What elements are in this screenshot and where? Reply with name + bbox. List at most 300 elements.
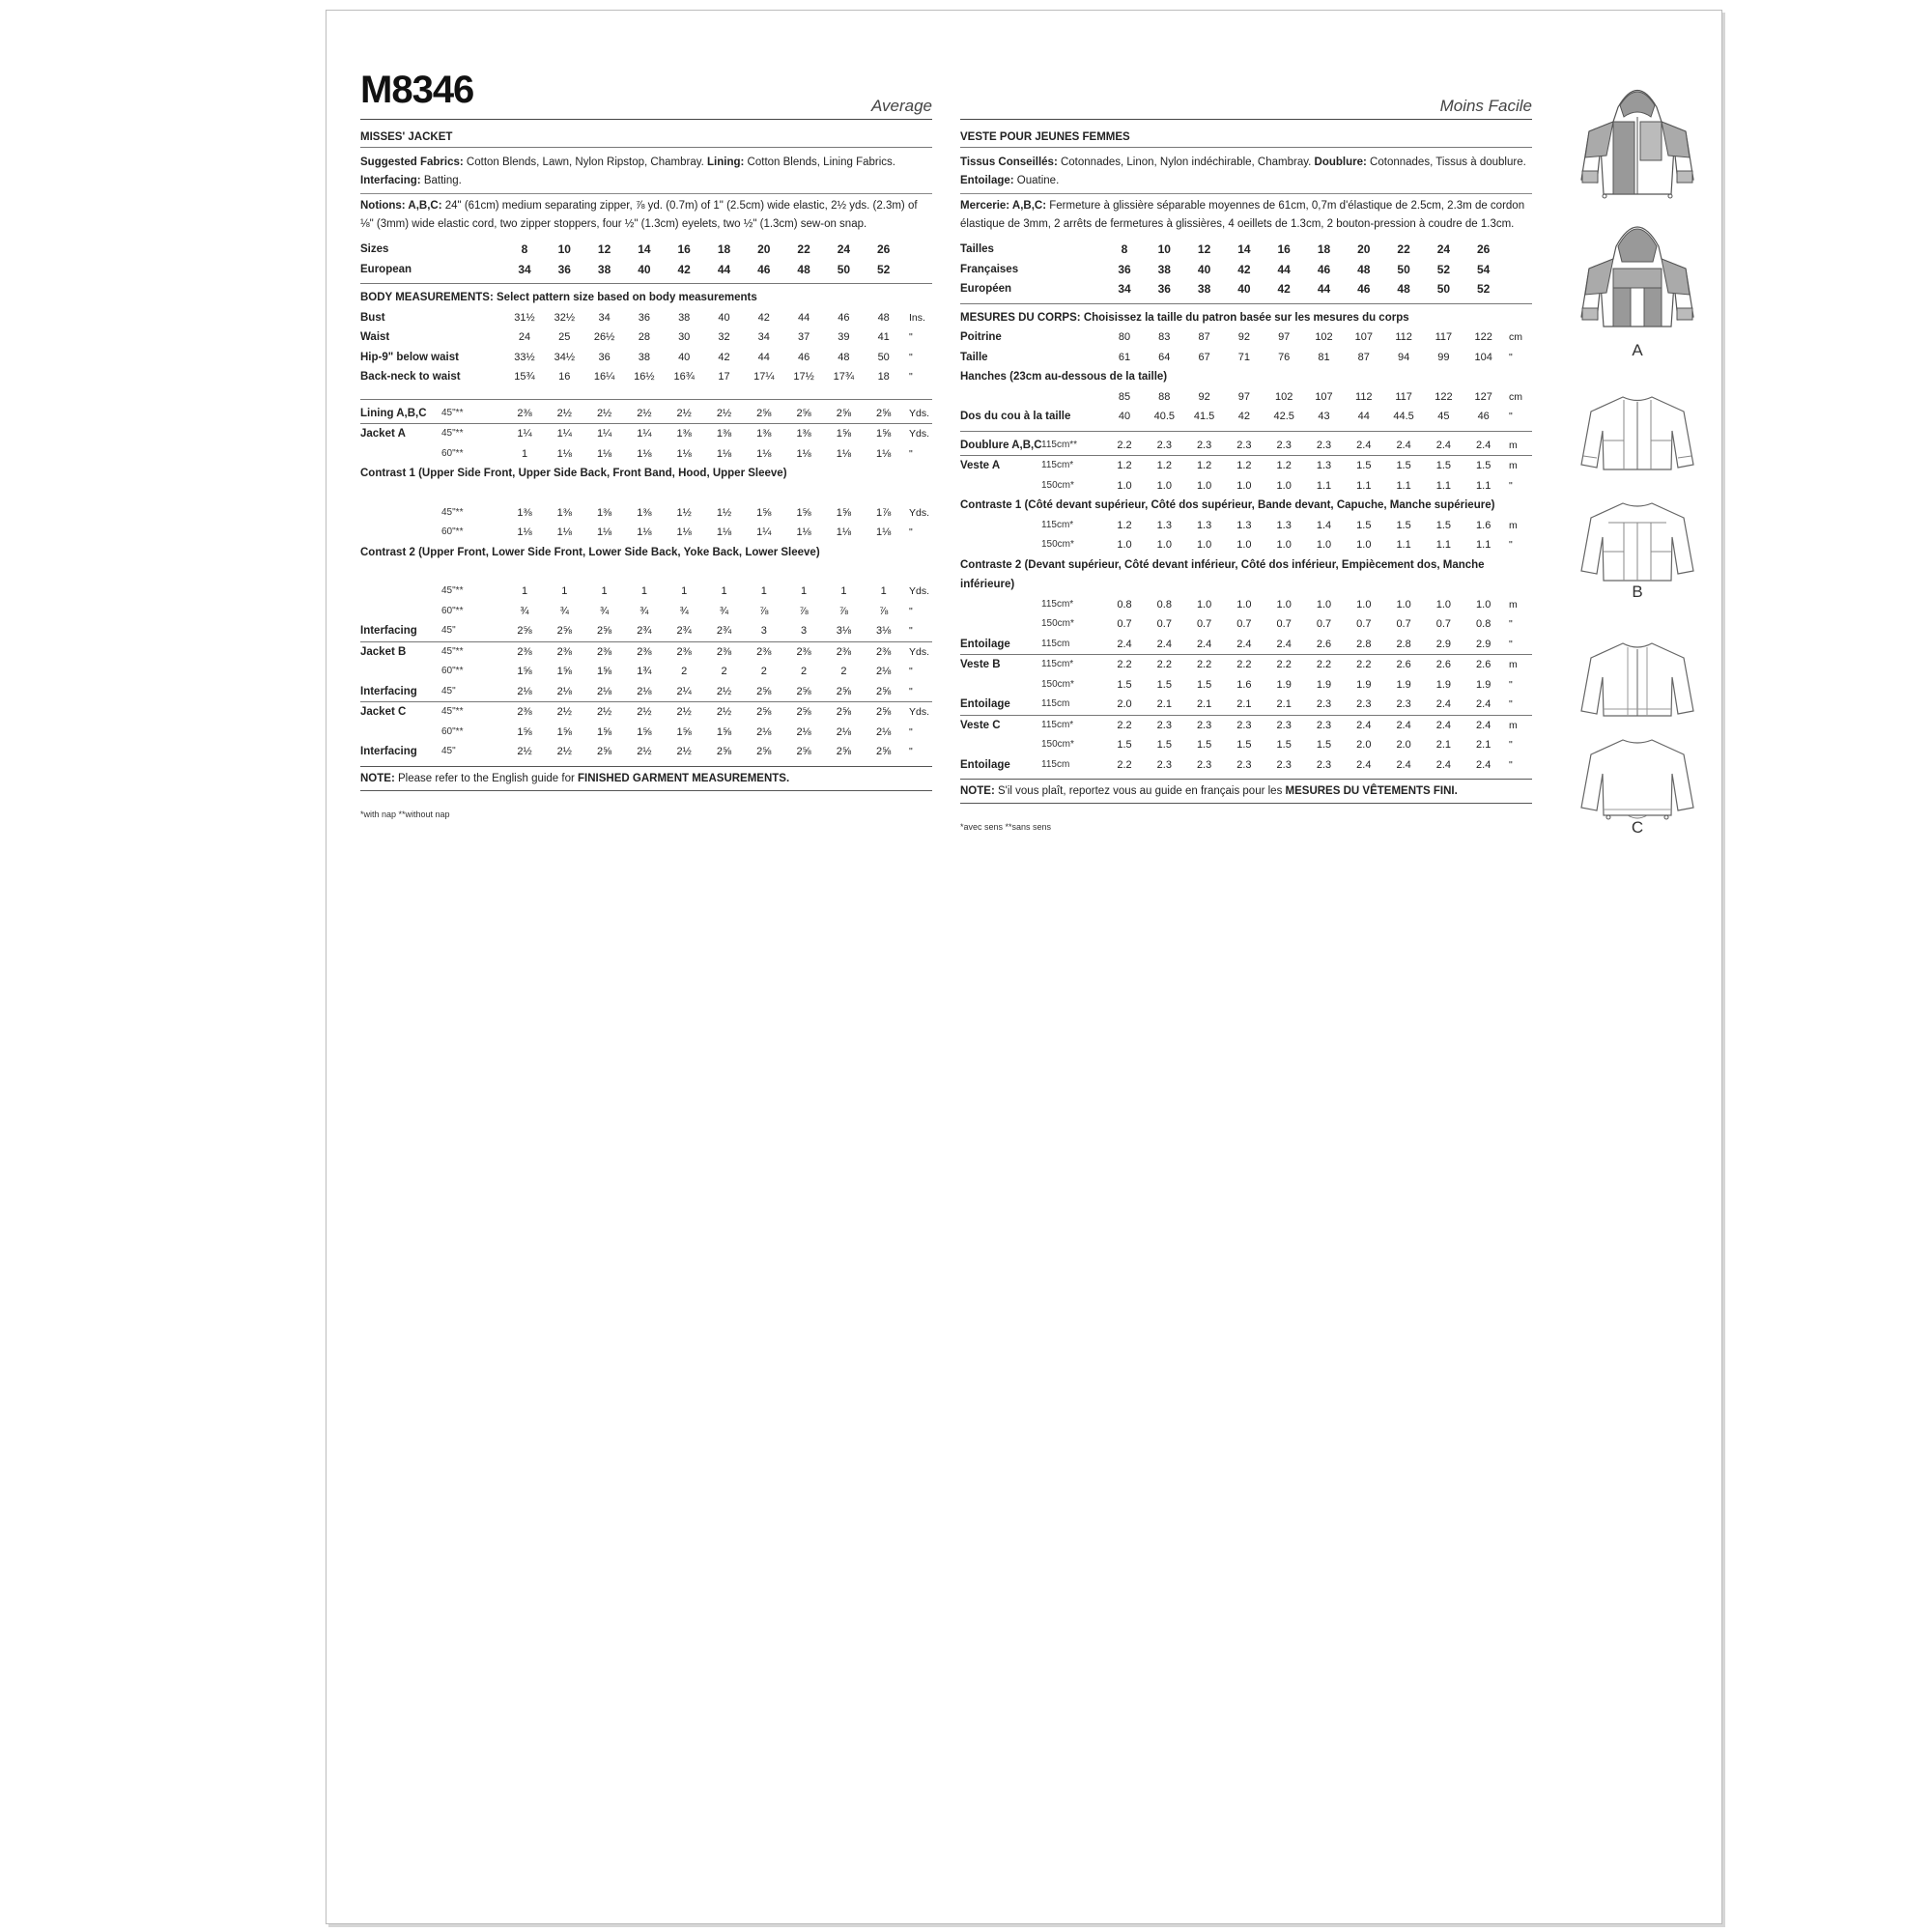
size-cell: 1⅛ [676, 526, 692, 538]
jacket-a-front-icon [1570, 78, 1705, 204]
contrast-1-label-fr: Contraste 1 (Côté devant supérieur, Côté dos supérieur, Bande devant, Capuche, Manche supérieure) [960, 499, 1495, 511]
size-cell: 2.4 [1476, 758, 1492, 771]
size-cell: 1⅝ [517, 666, 532, 677]
size-cell: 2.3 [1276, 758, 1292, 771]
unit: Yds. [909, 428, 930, 440]
size-cell: 26½ [593, 331, 615, 343]
size-cell: 1 [801, 585, 808, 597]
size-cell: 1.3 [1316, 460, 1332, 471]
size-cell: 17¼ [753, 371, 775, 383]
size-cell: 102 [1315, 331, 1333, 343]
size-cell: 1.6 [1236, 678, 1252, 691]
size-cell: ⅞ [838, 605, 848, 617]
size-cell: 2⅛ [876, 725, 892, 738]
note-emphasis: FINISHED GARMENT MEASUREMENTS. [578, 772, 790, 784]
row-label: Jacket C [360, 706, 407, 718]
row-label: Sizes [360, 243, 389, 255]
unit: Yds. [909, 407, 930, 419]
size-cell: 2.3 [1236, 719, 1252, 731]
size-cell: 41 [877, 331, 890, 343]
unit: " [1509, 618, 1513, 630]
size-cell: 41.5 [1193, 411, 1215, 422]
size-cell: 42 [1277, 282, 1291, 296]
size-cell: 42 [1237, 411, 1251, 422]
fabrics-label: Tissus Conseillés: [960, 156, 1058, 168]
contrast-2-150-row [960, 614, 1532, 635]
size-cell: 40 [1237, 282, 1251, 296]
fabrics-text: Cotton Blends, Lawn, Nylon Ripstop, Chambray. [466, 156, 704, 168]
fabric-width: 60"** [441, 447, 464, 459]
unit: " [1509, 678, 1513, 691]
veste-b-150-row [960, 675, 1532, 696]
size-cell: 37 [797, 331, 810, 343]
size-cell: 2.0 [1117, 698, 1132, 710]
sizes-row [360, 240, 932, 260]
size-cell: 2⅝ [836, 706, 852, 718]
footnote-fr: *avec sens **sans sens [960, 822, 1052, 832]
size-cell: 24 [518, 331, 531, 343]
size-cell: 1.9 [1476, 678, 1492, 691]
size-cell: 104 [1474, 351, 1492, 363]
size-cell: 92 [1237, 331, 1251, 343]
unit: " [1509, 479, 1513, 492]
unit: " [909, 371, 913, 383]
size-cell: ⅞ [879, 605, 889, 617]
notions-paragraph-fr [960, 197, 1532, 237]
size-cell: 99 [1437, 351, 1450, 363]
size-cell: 15¾ [514, 371, 535, 383]
interfacing-text: Batting. [423, 175, 462, 186]
size-cell: 1⅛ [556, 447, 572, 460]
fabrics-text: Cotonnades, Linon, Nylon indéchirable, Chambray. [1060, 156, 1312, 168]
note-emphasis: MESURES DU VÊTEMENTS FINI. [1285, 785, 1458, 797]
size-cell: 34 [757, 331, 770, 343]
size-cell: 2.3 [1196, 758, 1212, 771]
row-label: Interfacing [360, 685, 417, 697]
lining-label: Lining: [707, 156, 745, 168]
unit: " [1509, 351, 1513, 363]
size-cell: 1.5 [1396, 460, 1411, 471]
size-cell: 112 [1395, 331, 1412, 343]
row-label: Tailles [960, 243, 994, 255]
size-cell: 1.2 [1196, 460, 1212, 471]
size-cell: 1.0 [1276, 479, 1292, 492]
size-cell: 0.7 [1156, 618, 1172, 630]
size-cell: 2⅝ [596, 625, 612, 637]
row-label: Veste B [960, 659, 1001, 670]
size-cell: 1⅝ [676, 725, 692, 738]
sizes-row-fr [960, 240, 1532, 260]
size-cell: 1⅛ [637, 447, 652, 460]
size-cell: 1⅝ [876, 428, 892, 440]
contrast-2-45-row [360, 582, 932, 602]
size-cell: 1⅛ [796, 447, 811, 460]
size-cell: 1.9 [1396, 678, 1411, 691]
unit: " [909, 351, 913, 363]
fabric-width: 150cm* [1041, 618, 1074, 629]
size-cell: 1⅝ [716, 725, 732, 738]
size-cell: 50 [1436, 282, 1451, 296]
fabric-width: 115cm* [1041, 659, 1074, 669]
unit: " [909, 526, 913, 538]
fabric-width: 60"** [441, 725, 464, 737]
size-cell: 2⅝ [796, 746, 811, 757]
size-cell: 94 [1397, 351, 1410, 363]
size-cell: 46 [1477, 411, 1490, 422]
size-cell: 42 [718, 351, 730, 363]
size-cell: 46 [797, 351, 810, 363]
hip-label-fr: Hanches (23cm au-dessous de la taille) [960, 371, 1168, 383]
size-cell: 2⅝ [596, 746, 612, 757]
size-cell: 40 [718, 311, 730, 324]
pattern-sheet [326, 10, 1722, 1924]
fabric-width: 45" [441, 685, 456, 696]
size-cell: 1.2 [1276, 460, 1292, 471]
size-cell: 2⅝ [876, 706, 892, 718]
size-cell: 1.5 [1356, 519, 1372, 531]
size-cell: 2.1 [1276, 698, 1292, 710]
row-label: Waist [360, 331, 390, 343]
row-label: Interfacing [360, 746, 417, 757]
lining-text: Cotonnades, Tissus à doublure. [1370, 156, 1526, 168]
size-cell: 1⅜ [716, 428, 732, 440]
fabric-width: 60"** [441, 605, 464, 616]
size-cell: 44 [1317, 282, 1331, 296]
size-cell: 1.0 [1356, 539, 1372, 551]
size-cell: 1⅝ [556, 666, 572, 677]
size-cell: 2⅝ [796, 706, 811, 718]
size-cell: 2½ [556, 407, 572, 419]
size-cell: 2¾ [676, 625, 692, 637]
size-cell: 2.1 [1196, 698, 1212, 710]
unit: m [1509, 659, 1518, 670]
size-cell: 0.7 [1356, 618, 1372, 630]
size-cell: 2.2 [1117, 719, 1132, 731]
size-cell: 2⅜ [676, 645, 692, 658]
size-cell: 52 [1436, 262, 1451, 276]
size-cell: 1⅛ [796, 526, 811, 538]
size-cell: 2.4 [1117, 638, 1132, 650]
size-cell: 1.5 [1396, 519, 1411, 531]
veste-c-115-row [960, 715, 1532, 736]
size-cell: 52 [1477, 282, 1491, 296]
size-cell: 1⅝ [637, 725, 652, 738]
size-cell: 2⅛ [596, 685, 612, 697]
size-cell: 48 [797, 262, 810, 276]
size-cell: 1.5 [1196, 678, 1212, 691]
size-cell: 1 [840, 585, 847, 597]
size-cell: 1.5 [1117, 739, 1132, 751]
size-cell: 38 [597, 262, 611, 276]
size-cell: 1.0 [1476, 598, 1492, 611]
interfacing-text: Ouatine. [1016, 175, 1060, 186]
size-cell: 0.7 [1117, 618, 1132, 630]
size-cell: 1.5 [1356, 460, 1372, 471]
unit: Yds. [909, 645, 930, 658]
fabric-width: 45"** [441, 706, 464, 717]
notions-text: Fermeture à glissière séparable moyennes de 61cm, 0,7m d'élastique de 2.5cm, 2.3m de cordon élastique de 3mm, 2 arrêts de fermetures à glissières, 4 oeillets de 1.3cm, 2 bouton-pression à coudre de 1.3cm. [960, 200, 1525, 230]
size-cell: 1 [521, 585, 528, 597]
size-cell: 1.5 [1435, 460, 1452, 471]
size-cell: 17¾ [833, 371, 855, 383]
yardage-table-fr [960, 431, 1532, 776]
size-cell: 10 [557, 242, 571, 256]
size-cell: 2.0 [1396, 739, 1411, 751]
size-cell: 2½ [596, 706, 612, 718]
size-cell: 16¾ [673, 371, 695, 383]
size-cell: 2.3 [1316, 439, 1332, 451]
veste-a-115-row [960, 455, 1532, 476]
size-cell: 50 [837, 262, 851, 276]
entoilage-a-row [960, 635, 1532, 655]
size-cell: 17½ [793, 371, 814, 383]
size-cell: 1 [760, 585, 767, 597]
row-label: Bust [360, 311, 385, 324]
size-cell: 2⅜ [756, 645, 772, 658]
size-cell: 2⅝ [556, 625, 572, 637]
contrast-1-150-row [960, 535, 1532, 555]
size-cell: 46 [1317, 262, 1331, 276]
size-cell: 122 [1474, 331, 1492, 343]
backneck-row-fr [960, 407, 1532, 427]
size-cell: 81 [1318, 351, 1330, 363]
unit: Yds. [909, 506, 930, 519]
size-cell: 16 [677, 242, 691, 256]
size-cell: 1.2 [1236, 460, 1252, 471]
size-cell: 117 [1435, 331, 1453, 343]
size-cell: 1⅞ [876, 506, 892, 519]
size-cell: 127 [1474, 390, 1492, 403]
size-cell: 44 [757, 351, 770, 363]
view-a-back-drawing [1570, 215, 1705, 341]
size-cell: 1.0 [1117, 479, 1132, 492]
unit: cm [1509, 390, 1522, 403]
size-cell: 2¼ [676, 685, 692, 697]
size-cell: 2 [721, 666, 727, 677]
unit: m [1509, 519, 1518, 531]
row-label: Hip-9" below waist [360, 351, 459, 363]
size-cell: 1⅜ [637, 506, 652, 519]
size-cell: 38 [638, 351, 651, 363]
size-cell: 2½ [676, 746, 692, 757]
size-cell: 24 [837, 242, 851, 256]
contrast-2-label: Contrast 2 (Upper Front, Lower Side Front, Lower Side Back, Yoke Back, Lower Sleeve) [360, 546, 820, 558]
fabric-width: 115cm** [1041, 439, 1078, 450]
size-cell: 44 [797, 311, 810, 324]
row-label: European [360, 263, 412, 275]
size-cell: 1.0 [1276, 539, 1292, 551]
size-cell: 2⅜ [517, 645, 532, 658]
fabric-width: 150cm* [1041, 539, 1074, 550]
size-cell: 28 [638, 331, 651, 343]
size-cell: 2.6 [1435, 659, 1452, 670]
size-cell: 31½ [514, 311, 535, 324]
size-cell: 34 [1118, 282, 1131, 296]
body-measurements [360, 283, 932, 387]
fabric-width: 115cm* [1041, 719, 1074, 730]
size-cell: 2.4 [1236, 638, 1252, 650]
view-b-front-drawing [1570, 373, 1705, 498]
jacket-b-front-icon [1570, 373, 1705, 498]
row-label: Veste A [960, 460, 1001, 471]
size-cell: 1¾ [637, 666, 652, 677]
english-header [360, 61, 932, 120]
body-label: BODY MEASUREMENTS: [360, 292, 494, 303]
size-cell: 14 [1237, 242, 1251, 256]
row-label: Françaises [960, 263, 1019, 275]
size-cell: 2½ [716, 685, 732, 697]
unit: " [1509, 539, 1513, 551]
size-cell: 1½ [716, 506, 732, 519]
size-cell: 8 [521, 242, 528, 256]
size-cell: 2.3 [1316, 719, 1332, 731]
size-cell: 2¾ [637, 625, 652, 637]
size-cell: 1.1 [1396, 479, 1411, 492]
waist-row [360, 327, 932, 348]
unit: Ins. [909, 311, 925, 324]
backneck-row [360, 367, 932, 387]
size-cell: 1 [681, 585, 688, 597]
size-cell: 2.2 [1117, 659, 1132, 670]
size-cell: 1.3 [1156, 519, 1172, 531]
lining-row-fr [960, 436, 1532, 456]
size-cell: 2⅝ [876, 685, 892, 697]
size-cell: 2.1 [1435, 739, 1452, 751]
jacket-c-45-row [360, 701, 932, 723]
size-cell: 2⅛ [836, 725, 852, 738]
size-cell: 1 [880, 585, 887, 597]
size-cell: 44 [1357, 411, 1370, 422]
body-label: MESURES DU CORPS: [960, 311, 1081, 324]
size-cell: 64 [1158, 351, 1171, 363]
size-cell: 1.6 [1476, 519, 1492, 531]
size-cell: 38 [1197, 282, 1211, 296]
size-cell: 2½ [676, 407, 692, 419]
contrast-1-115-row [960, 516, 1532, 536]
size-cell: 2.4 [1476, 719, 1492, 731]
size-cell: 2.1 [1476, 739, 1492, 751]
size-cell: 40.5 [1153, 411, 1175, 422]
row-label: Taille [960, 351, 988, 363]
contrast-2-115-row [960, 595, 1532, 615]
size-cell: 1.1 [1435, 479, 1452, 492]
size-cell: 1⅛ [876, 447, 892, 460]
size-cell: 2½ [637, 746, 652, 757]
size-cell: 2⅝ [876, 746, 892, 757]
size-cell: 1.0 [1396, 598, 1411, 611]
row-label: Lining A,B,C [360, 407, 427, 419]
unit: Yds. [909, 706, 930, 718]
size-cell: 2⅜ [637, 645, 652, 658]
size-cell: 40 [638, 262, 651, 276]
fabrics-label: Suggested Fabrics: [360, 156, 464, 168]
size-cell: 42 [757, 311, 770, 324]
french-column [960, 61, 1532, 833]
size-cell: 2½ [556, 706, 572, 718]
size-cell: 2.3 [1316, 758, 1332, 771]
fabric-width: 45"** [441, 506, 464, 518]
contrast-2-60-row [360, 602, 932, 622]
contrast-2-label-fr: Contraste 2 (Devant supérieur, Côté devant inférieur, Côté dos inférieur, Empiècement dos, Manche inférieure) [960, 558, 1485, 590]
size-cell: 46 [757, 262, 771, 276]
size-cell: 2.4 [1356, 719, 1372, 731]
size-cell: 102 [1275, 390, 1293, 403]
size-cell: 80 [1118, 331, 1131, 343]
size-cell: 2.2 [1356, 659, 1372, 670]
unit: " [909, 725, 913, 738]
size-cell: 1.5 [1236, 739, 1252, 751]
size-cell: 1⅜ [517, 506, 532, 519]
size-cell: 2.2 [1117, 439, 1132, 451]
size-cell: 1⅛ [556, 526, 572, 538]
size-cell: 1.0 [1356, 598, 1372, 611]
size-cell: 2⅝ [836, 746, 852, 757]
size-cell: 38 [678, 311, 691, 324]
size-cell: 44 [717, 262, 731, 276]
unit: " [1509, 411, 1513, 422]
size-cell: 16¼ [593, 371, 615, 383]
size-cell: 45 [1437, 411, 1450, 422]
bust-row [360, 308, 932, 328]
contrast-1-45-row [360, 503, 932, 524]
size-cell: 25 [558, 331, 571, 343]
size-cell: 10 [1157, 242, 1171, 256]
size-cell: 2½ [716, 706, 732, 718]
size-cell: 0.8 [1156, 598, 1172, 611]
size-cell: 16 [1277, 242, 1291, 256]
size-cell: ⅞ [759, 605, 769, 617]
size-cell: 20 [757, 242, 771, 256]
size-cell: 2⅝ [756, 746, 772, 757]
size-cell: 40 [678, 351, 691, 363]
size-cell: 2⅜ [876, 645, 892, 658]
size-cell: 2.3 [1396, 698, 1411, 710]
jacket-a-45-row [360, 423, 932, 444]
size-cell: ¾ [600, 605, 610, 617]
size-cell: 2½ [517, 746, 532, 757]
size-cell: 1.0 [1156, 479, 1172, 492]
unit: " [909, 685, 913, 697]
size-cell: 1.5 [1476, 460, 1492, 471]
size-cell: 2.8 [1356, 638, 1372, 650]
size-cell: 2⅝ [796, 685, 811, 697]
size-cell: 1⅛ [596, 526, 612, 538]
size-cell: 40 [1118, 411, 1131, 422]
size-cell: 46 [838, 311, 850, 324]
unit: " [1509, 698, 1513, 710]
size-cell: 2⅜ [517, 407, 532, 419]
fabrics-paragraph [360, 154, 932, 194]
size-cell: 39 [838, 331, 850, 343]
row-label: Back-neck to waist [360, 371, 461, 383]
size-cell: 1⅝ [596, 666, 612, 677]
size-cell: 1.9 [1435, 678, 1452, 691]
body-measurements-fr [960, 303, 1532, 427]
jacket-a-60-row [360, 444, 932, 465]
size-cell: 88 [1158, 390, 1171, 403]
fabric-width: 45"** [441, 428, 464, 439]
entoilage-c-row [960, 755, 1532, 776]
size-cell: 26 [1477, 242, 1491, 256]
jacket-c-60-row [360, 723, 932, 743]
unit: Yds. [909, 585, 930, 597]
size-cell: 2½ [556, 746, 572, 757]
size-cell: 2.1 [1156, 698, 1172, 710]
size-cell: 1.0 [1196, 479, 1212, 492]
size-cell: 1.0 [1196, 539, 1212, 551]
size-cell: 1⅜ [796, 428, 811, 440]
size-cell: 1.1 [1435, 539, 1452, 551]
